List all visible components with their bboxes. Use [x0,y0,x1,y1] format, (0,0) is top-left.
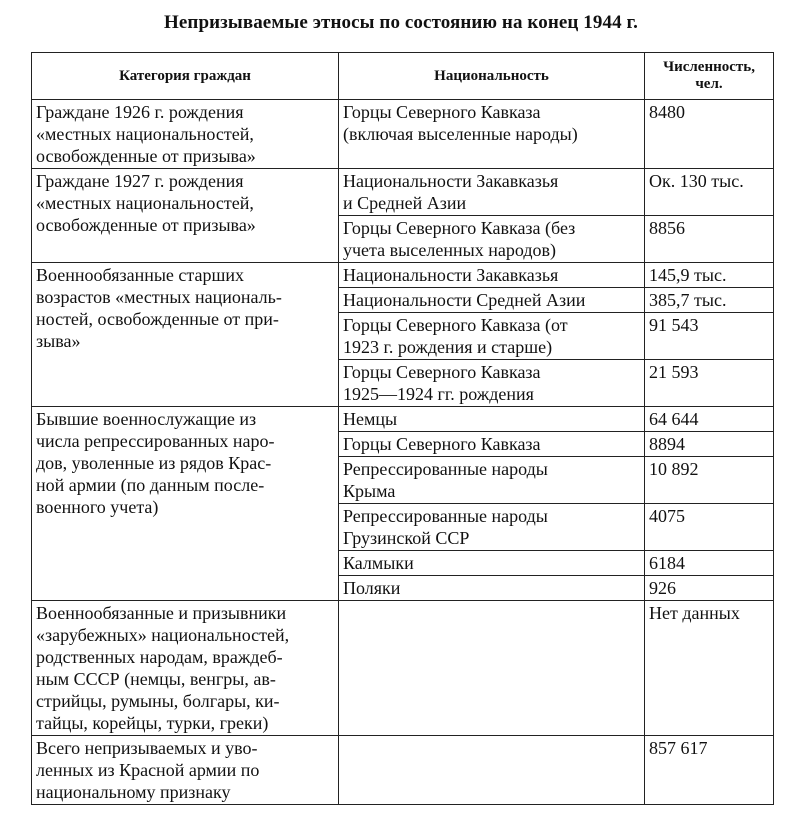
count-cell: 385,7 тыс. [645,288,774,313]
ethnos-table [31,52,774,805]
nationality-cell [339,736,645,805]
table-row [32,169,774,216]
nationality-cell: Калмыки [339,551,645,576]
nationality-cell: Горцы Северного Кавказа (от 1923 г. рождения и старше) [339,313,645,360]
total-count-cell: 857 617 [645,736,774,805]
count-cell: Нет данных [645,601,774,736]
count-cell: 4075 [645,504,774,551]
nationality-cell: Горцы Северного Кавказа (включая выселенные народы) [339,100,645,169]
category-cell: Граждане 1926 г. рождения «местных национальностей, освобожденные от призыва» [32,100,339,169]
table-row [32,100,774,169]
count-cell: 8894 [645,432,774,457]
nationality-cell: Репрессированные народы Грузинской ССР [339,504,645,551]
count-cell: 926 [645,576,774,601]
header-category: Категория граждан [32,53,339,100]
category-cell: Граждане 1927 г. рождения «местных национальностей, освобожденные от призыва» [32,169,339,263]
table-body [32,100,774,805]
nationality-cell: Национальности Закавказья и Средней Азии [339,169,645,216]
table-row [32,407,774,432]
count-cell: 8480 [645,100,774,169]
page-title: Непризываемые этносы по состоянию на конец 1944 г. [164,12,638,33]
category-cell: Военнообязанные и призывники «зарубежных» национальностей, родственных народам, враждеб- ным СССР (немцы, венгры, ав- стрийцы, румыны, болгары, ки- тайцы, корейцы, турки, греки) [32,601,339,736]
header-nationality: Национальность [339,53,645,100]
count-cell: 8856 [645,216,774,263]
count-cell: Ок. 130 тыс. [645,169,774,216]
count-cell: 64 644 [645,407,774,432]
table-row [32,263,774,288]
count-cell: 10 892 [645,457,774,504]
table-row [32,601,774,736]
nationality-cell: Горцы Северного Кавказа 1925—1924 гг. рождения [339,360,645,407]
category-cell: Бывшие военнослужащие из числа репрессированных наро- дов, уволенные из рядов Крас- ной армии (по данным после- военного учета) [32,407,339,601]
nationality-cell: Поляки [339,576,645,601]
total-category-cell: Всего непризываемых и уво- ленных из Красной армии по национальному признаку [32,736,339,805]
table-header-row [32,53,774,100]
count-cell: 6184 [645,551,774,576]
header-count: Численность, чел. [645,53,774,100]
table-row [32,736,774,805]
nationality-cell: Репрессированные народы Крыма [339,457,645,504]
nationality-cell: Национальности Закавказья [339,263,645,288]
nationality-cell [339,601,645,736]
nationality-cell: Национальности Средней Азии [339,288,645,313]
nationality-cell: Горцы Северного Кавказа [339,432,645,457]
count-cell: 91 543 [645,313,774,360]
nationality-cell: Горцы Северного Кавказа (без учета выселенных народов) [339,216,645,263]
category-cell: Военнообязанные старших возрастов «местных националь- ностей, освобожденные от при- зыва» [32,263,339,407]
nationality-cell: Немцы [339,407,645,432]
count-cell: 145,9 тыс. [645,263,774,288]
count-cell: 21 593 [645,360,774,407]
